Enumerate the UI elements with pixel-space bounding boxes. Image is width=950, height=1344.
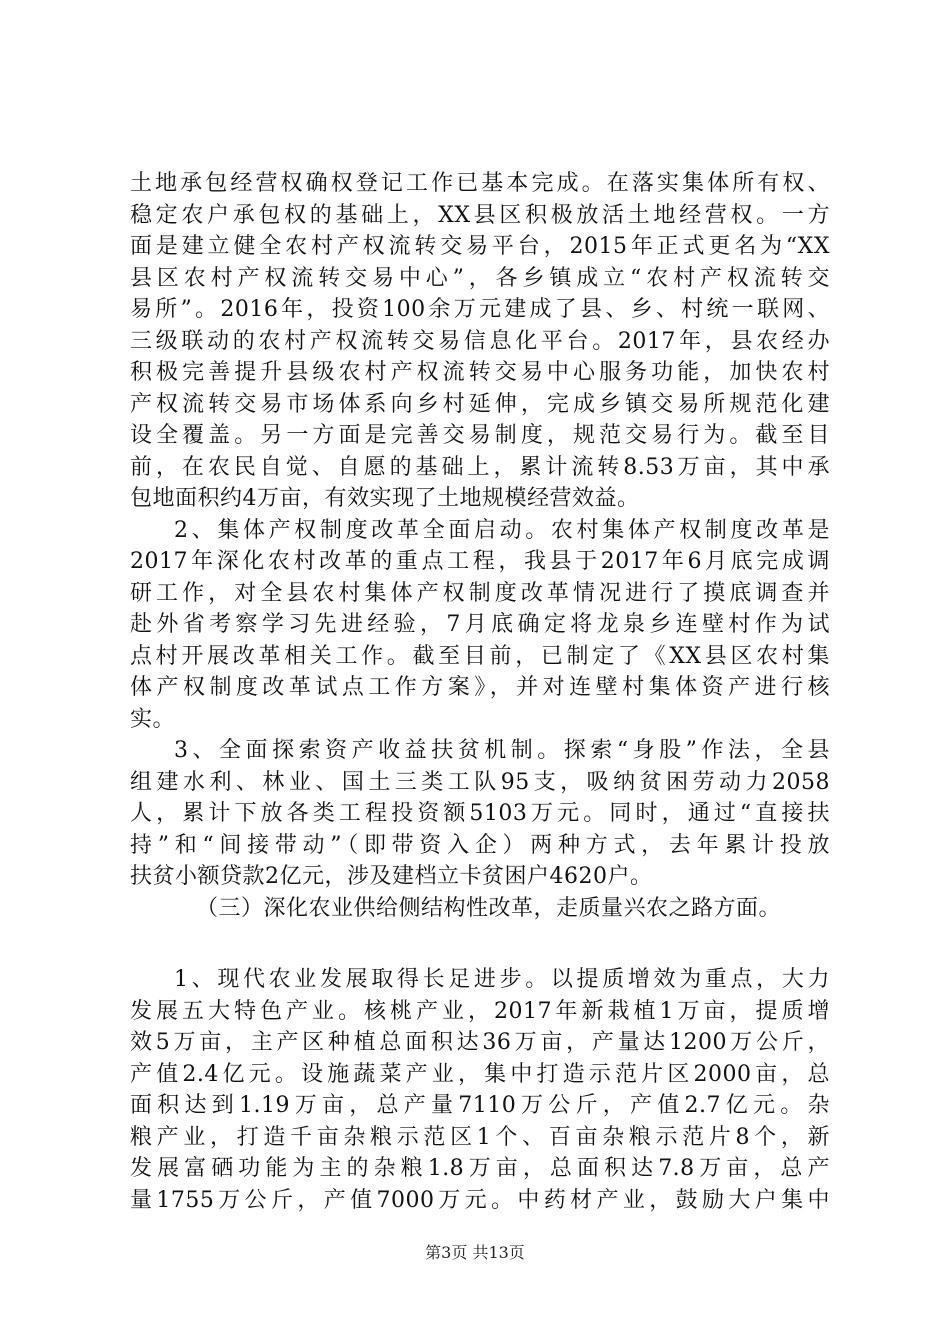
text-line: 积极完善提升县级农村产权流转交易中心服务功能，加快农村: [130, 360, 830, 385]
document-body: [130, 168, 830, 1216]
text-line: 设全覆盖。另一方面是完善交易制度，规范交易行为。截至目: [130, 423, 830, 448]
text-line: 县区农村产权流转交易中心”，各乡镇成立“农村产权流转交: [130, 265, 830, 291]
text-line: 量1755万公斤，产值7000万元。中药材产业，鼓励大户集中: [130, 1187, 830, 1213]
section-heading-text: （三）深化农业供给侧结构性改革，走质量兴农之路方面。: [196, 895, 782, 921]
text-line: 持”和“间接带动”（即带资入企）两种方式，去年累计投放: [130, 832, 830, 858]
text-line: 组建水利、林业、国土三类工队95支，吸纳贫困劳动力2058: [130, 769, 830, 795]
text-line: 稳定农户承包权的基础上，XX县区积极放活土地经营权。一方: [130, 202, 830, 228]
section-heading: [130, 893, 830, 925]
text-line: 点村开展改革相关工作。截至目前，已制定了《XX县区农村集: [130, 643, 830, 669]
text-line: 土地承包经营权确权登记工作已基本完成。在落实集体所有权、: [130, 171, 830, 196]
text-line: 发展五大特色产业。核桃产业，2017年新栽植1万亩，提质增: [130, 998, 830, 1024]
text-line: 研工作，对全县农村集体产权制度改革情况进行了摸底调查并: [130, 580, 830, 606]
paragraph-land-rights: [130, 168, 830, 515]
text-line: 实。: [130, 706, 176, 732]
paragraph-modern-agriculture: [130, 964, 830, 1216]
text-line: 1、现代农业发展取得长足进步。以提质增效为重点，大力: [174, 967, 830, 992]
paragraph-poverty-alleviation: [130, 735, 830, 893]
text-line: 三级联动的农村产权流转交易信息化平台。2017年，县农经办: [130, 328, 830, 354]
text-line: 易所”。2016年，投资100余万元建成了县、乡、村统一联网、: [130, 297, 830, 322]
paragraph-gap: [130, 924, 830, 964]
text-line: 产值2.4亿元。设施蔬菜产业，集中打造示范片区2000亩，总: [130, 1061, 830, 1087]
text-line: 赴外省考察学习先进经验，7月底确定将龙泉乡连壁村作为试: [130, 612, 830, 637]
text-line: 体产权制度改革试点工作方案》，并对连壁村集体资产进行核: [130, 675, 830, 700]
text-line: 2、集体产权制度改革全面启动。农村集体产权制度改革是: [174, 517, 830, 543]
text-line: 粮产业，打造千亩杂粮示范区1个、百亩杂粮示范片8个，新: [130, 1124, 830, 1150]
text-line: 效5万亩，主产区种植总面积达36万亩，产量达1200万公斤，: [130, 1030, 830, 1055]
text-line: 2017年深化农村改革的重点工程，我县于2017年6月底完成调: [130, 549, 830, 574]
text-line: 人，累计下放各类工程投资额5103万元。同时，通过“直接扶: [130, 801, 830, 826]
text-line: 包地面积约4万亩，有效实现了土地规模经营效益。: [130, 486, 640, 511]
text-line: 前，在农民自觉、自愿的基础上，累计流转8.53万亩，其中承: [130, 454, 830, 480]
text-line: 面积达到1.19万亩，总产量7110万公斤，产值2.7亿元。杂: [130, 1093, 830, 1118]
text-line: 产权流转交易市场体系向乡村延伸，完成乡镇交易所规范化建: [130, 391, 830, 417]
text-line: 扶贫小额贷款2亿元，涉及建档立卡贫困户4620户。: [130, 864, 653, 889]
page-number-footer: 第3页 共13页: [425, 1243, 525, 1262]
text-line: 面是建立健全农村产权流转交易平台，2015年正式更名为“XX: [130, 234, 830, 259]
text-line: 发展富硒功能为主的杂粮1.8万亩，总面积达7.8万亩，总产: [130, 1156, 830, 1181]
text-line: 3、全面探索资产收益扶贫机制。探索“身股”作法，全县: [174, 738, 830, 763]
paragraph-collective-property-reform: [130, 515, 830, 736]
